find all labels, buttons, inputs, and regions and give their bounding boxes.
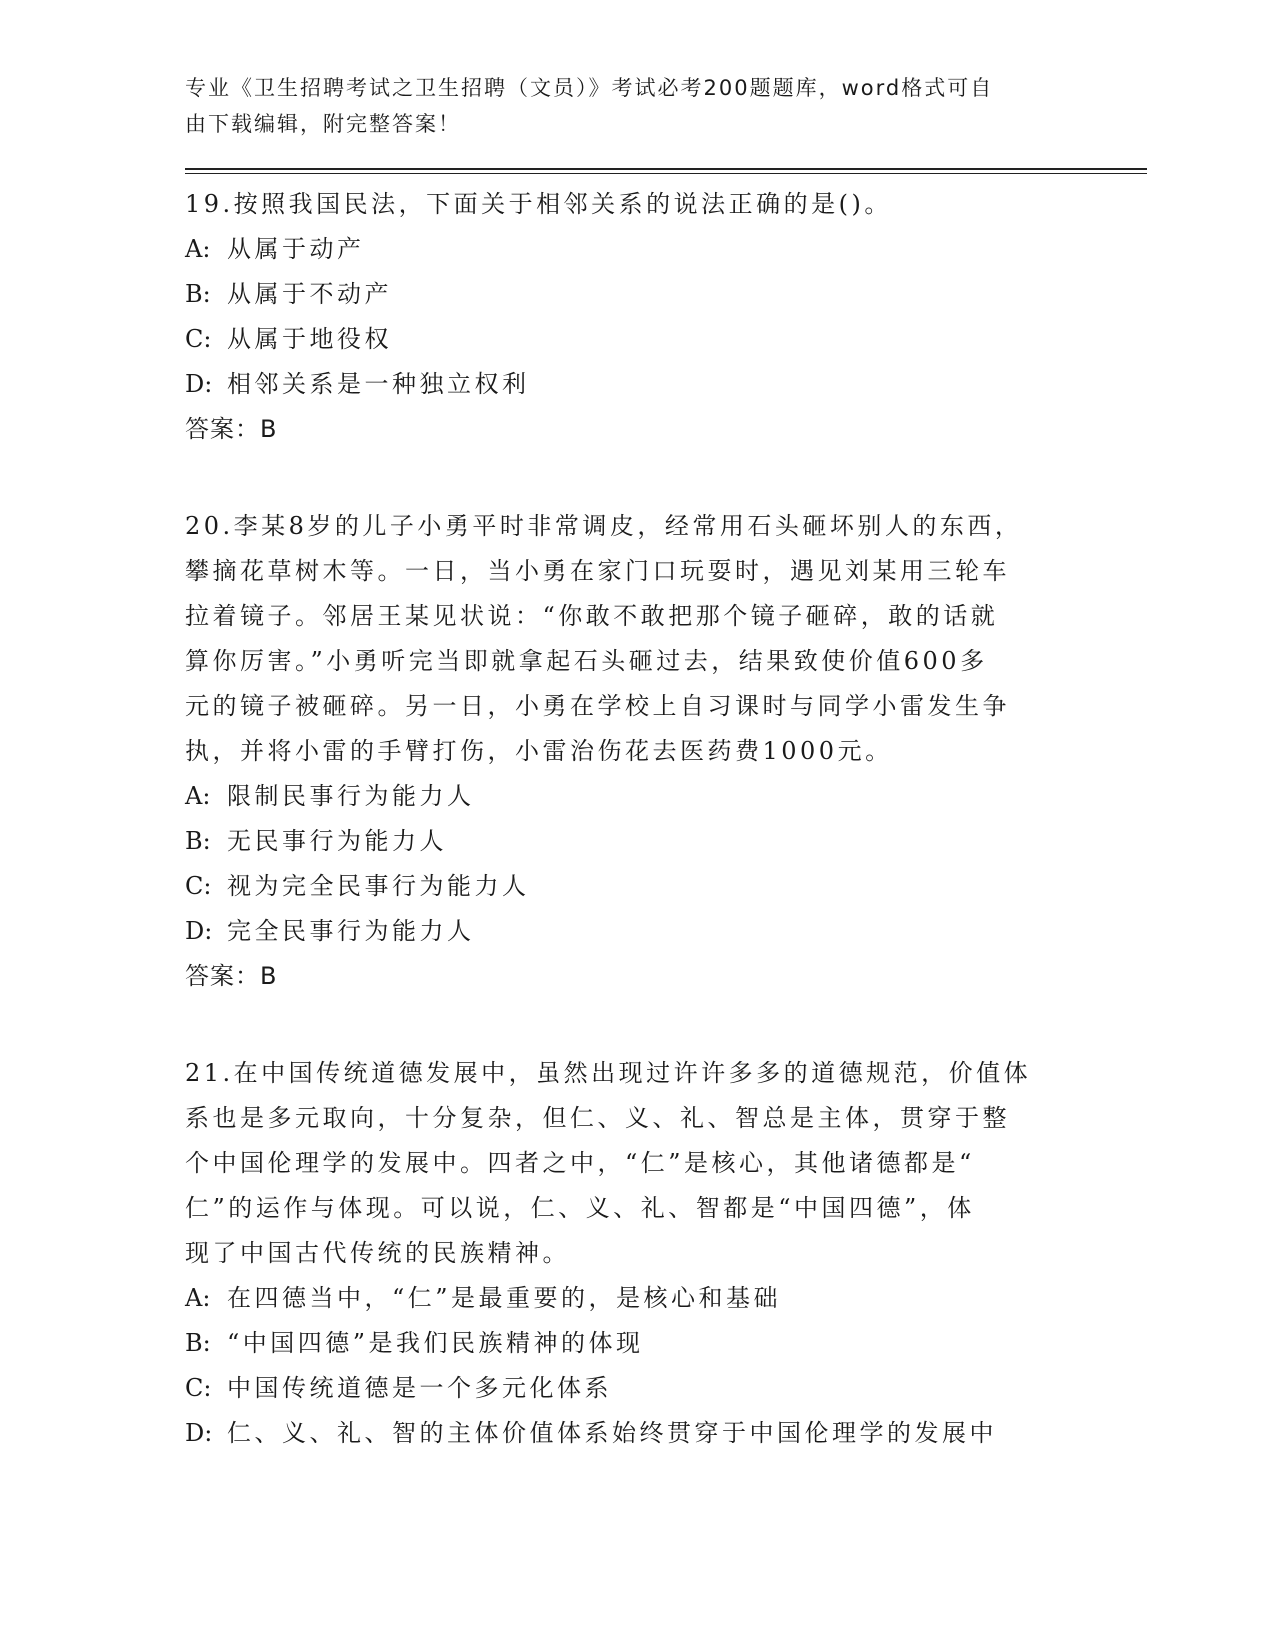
option-letter: C: [185, 325, 212, 353]
question-stem-line: 执，并将小雷的手臂打伤，小雷治伤花去医药费1000元。 [185, 737, 893, 765]
option-a [185, 774, 1150, 819]
option-letter: D: [185, 370, 213, 398]
option-text: 视为完全民事行为能力人 [227, 872, 530, 900]
option-text: 在四德当中，“仁”是最重要的，是核心和基础 [227, 1284, 782, 1312]
question-stem-line: 元的镜子被砸碎。另一日，小勇在学校上自习课时与同学小雷发生争 [185, 692, 1010, 720]
option-c [185, 317, 1150, 362]
answer-line: 答案：B [185, 962, 278, 990]
option-b [185, 272, 1150, 317]
option-letter: B: [185, 827, 211, 855]
question-stem: 19.按照我国民法，下面关于相邻关系的说法正确的是()。 [185, 190, 892, 218]
option-letter: A: [185, 782, 211, 810]
option-text: 从属于地役权 [227, 325, 392, 353]
option-letter: A: [185, 1284, 211, 1312]
question-stem-line: 21.在中国传统道德发展中，虽然出现过许许多多的道德规范，价值体 [185, 1059, 1032, 1087]
question-stem-line: 仁”的运作与体现。可以说，仁、义、礼、智都是“中国四德”，体 [185, 1194, 975, 1222]
question-stem-line: 攀摘花草树木等。一日，当小勇在家门口玩耍时，遇见刘某用三轮车 [185, 557, 1010, 585]
question-stem-line: 现了中国古代传统的民族精神。 [185, 1239, 570, 1267]
option-d [185, 362, 1150, 407]
option-letter: D: [185, 917, 213, 945]
question-stem-line: 个中国伦理学的发展中。四者之中，“仁”是核心，其他诸德都是“ [185, 1149, 975, 1177]
option-text: 完全民事行为能力人 [227, 917, 475, 945]
question-20 [185, 504, 1150, 999]
question-stem-line: 拉着镜子。邻居王某见状说：“你敢不敢把那个镜子砸碎，敢的话就 [185, 602, 999, 630]
option-text: 从属于动产 [227, 235, 365, 263]
option-d [185, 1411, 1150, 1456]
option-letter: B: [185, 1329, 211, 1357]
question-stem-line: 20.李某8岁的儿子小勇平时非常调皮，经常用石头砸坏别人的东西， [185, 512, 1023, 540]
option-text: 无民事行为能力人 [227, 827, 447, 855]
option-b [185, 819, 1150, 864]
question-21 [185, 1051, 1150, 1456]
option-c [185, 864, 1150, 909]
option-d [185, 909, 1150, 954]
option-letter: B: [185, 280, 211, 308]
option-text: 中国传统道德是一个多元化体系 [227, 1374, 612, 1402]
option-text: “中国四德”是我们民族精神的体现 [227, 1329, 644, 1357]
option-a [185, 227, 1150, 272]
option-letter: A: [185, 235, 211, 263]
header-divider [185, 168, 1147, 174]
document-page [185, 70, 1150, 1456]
option-b [185, 1321, 1150, 1366]
option-text: 限制民事行为能力人 [227, 782, 475, 810]
option-c [185, 1366, 1150, 1411]
option-text: 从属于不动产 [227, 280, 392, 308]
option-text: 仁、义、礼、智的主体价值体系始终贯穿于中国伦理学的发展中 [227, 1419, 997, 1447]
header-line-2: 由下载编辑，附完整答案！ [185, 112, 461, 136]
answer-line: 答案：B [185, 415, 278, 443]
option-letter: C: [185, 1374, 212, 1402]
option-text: 相邻关系是一种独立权利 [227, 370, 530, 398]
option-letter: D: [185, 1419, 213, 1447]
document-header [185, 70, 1150, 142]
question-19 [185, 182, 1150, 452]
question-stem-line: 算你厉害。”小勇听完当即就拿起石头砸过去，结果致使价值600多 [185, 647, 988, 675]
question-stem-line: 系也是多元取向，十分复杂，但仁、义、礼、智总是主体，贯穿于整 [185, 1104, 1010, 1132]
header-line-1: 专业《卫生招聘考试之卫生招聘（文员）》考试必考200题题库，word格式可自 [185, 76, 994, 100]
option-letter: C: [185, 872, 212, 900]
option-a [185, 1276, 1150, 1321]
